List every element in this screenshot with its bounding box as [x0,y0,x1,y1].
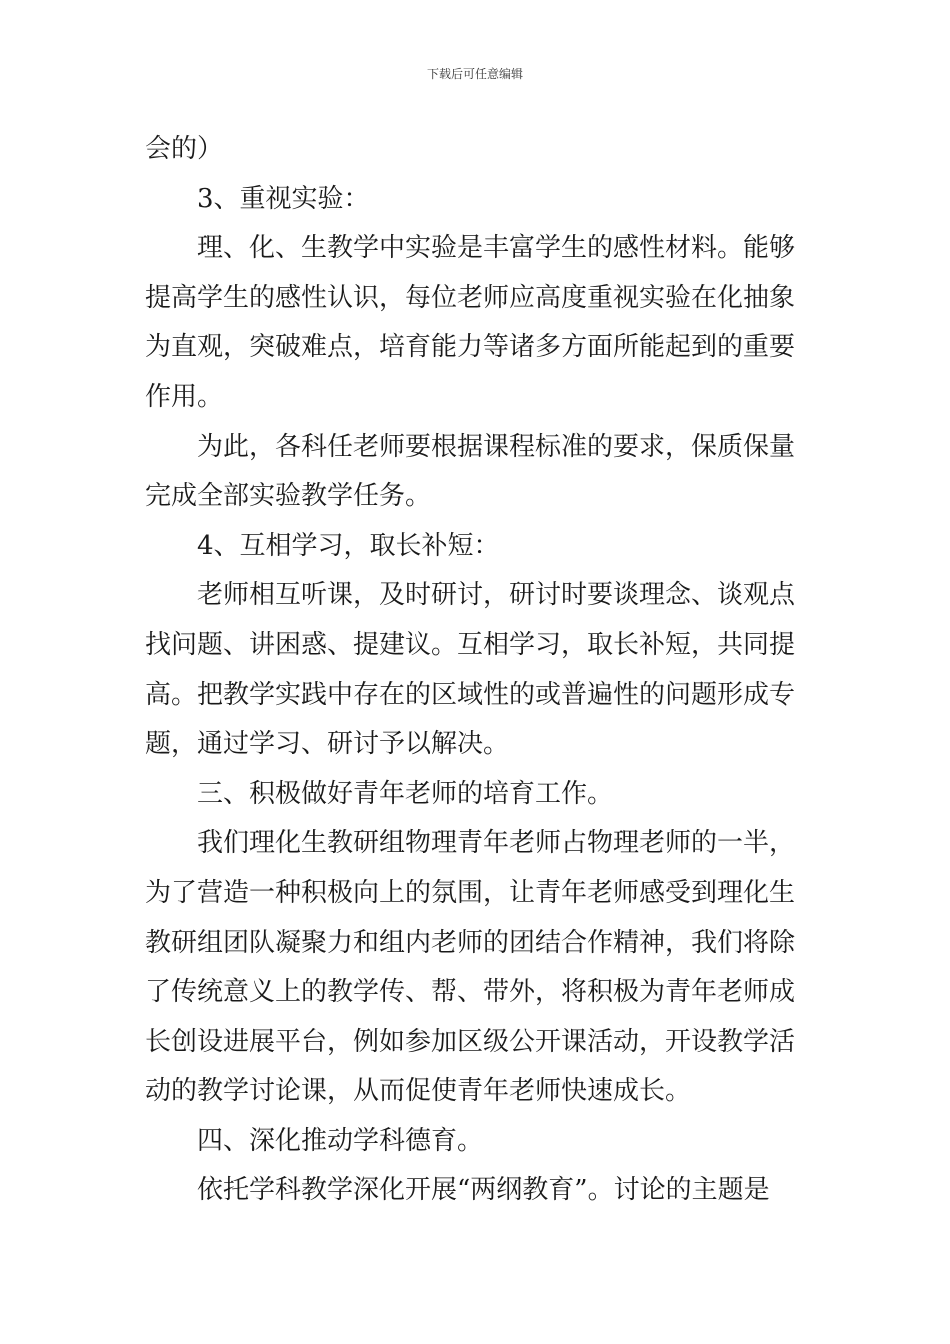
text-line: 找问题、讲困惑、提建议。互相学习，取长补短，共同提 [145,629,796,660]
text-line: 理、化、生教学中实验是丰富学生的感性材料。能够 [197,233,796,264]
text-line: 了传统意义上的教学传、帮、带外，将积极为青年老师成 [145,977,796,1008]
text-line: 老师相互听课，及时研讨，研讨时要谈理念、谈观点 [197,580,796,611]
text-line: 题，通过学习、研讨予以解决。 [145,729,510,760]
text-line: 4、互相学习，取长补短： [197,530,500,561]
text-line: 动的教学讨论课，从而促使青年老师快速成长。 [145,1076,692,1107]
text-line: 长创设进展平台，例如参加区级公开课活动，开设教学活 [145,1026,796,1057]
text-line: 提高学生的感性认识，每位老师应高度重视实验在化抽象 [145,282,796,313]
text-line: 为了营造一种积极向上的氛围，让青年老师感受到理化生 [145,877,796,908]
document-body [145,125,811,1216]
page-header: 下载后可任意编辑 [426,67,523,81]
text-line: 为直观，突破难点，培育能力等诸多方面所能起到的重要 [145,332,796,363]
text-line: 我们理化生教研组物理青年老师占物理老师的一半， [197,828,796,859]
text-line: 高。把教学实践中存在的区域性的或普遍性的问题形成专 [145,679,796,710]
text-line: 为此，各科任老师要根据课程标准的要求，保质保量 [197,431,796,462]
text-line: 三、积极做好青年老师的培育工作。 [197,778,614,809]
text-line: 教研组团队凝聚力和组内老师的团结合作精神，我们将除 [145,927,796,958]
text-line: 会的） [145,134,224,164]
text-line: 作用。 [145,381,224,412]
text-line: 四、深化推动学科德育。 [197,1125,484,1156]
text-line: 依托学科教学深化开展“两纲教育”。讨论的主题是 [197,1175,770,1206]
text-line: 完成全部实验教学任务。 [145,481,432,512]
text-line: 3、重视实验： [197,183,370,214]
